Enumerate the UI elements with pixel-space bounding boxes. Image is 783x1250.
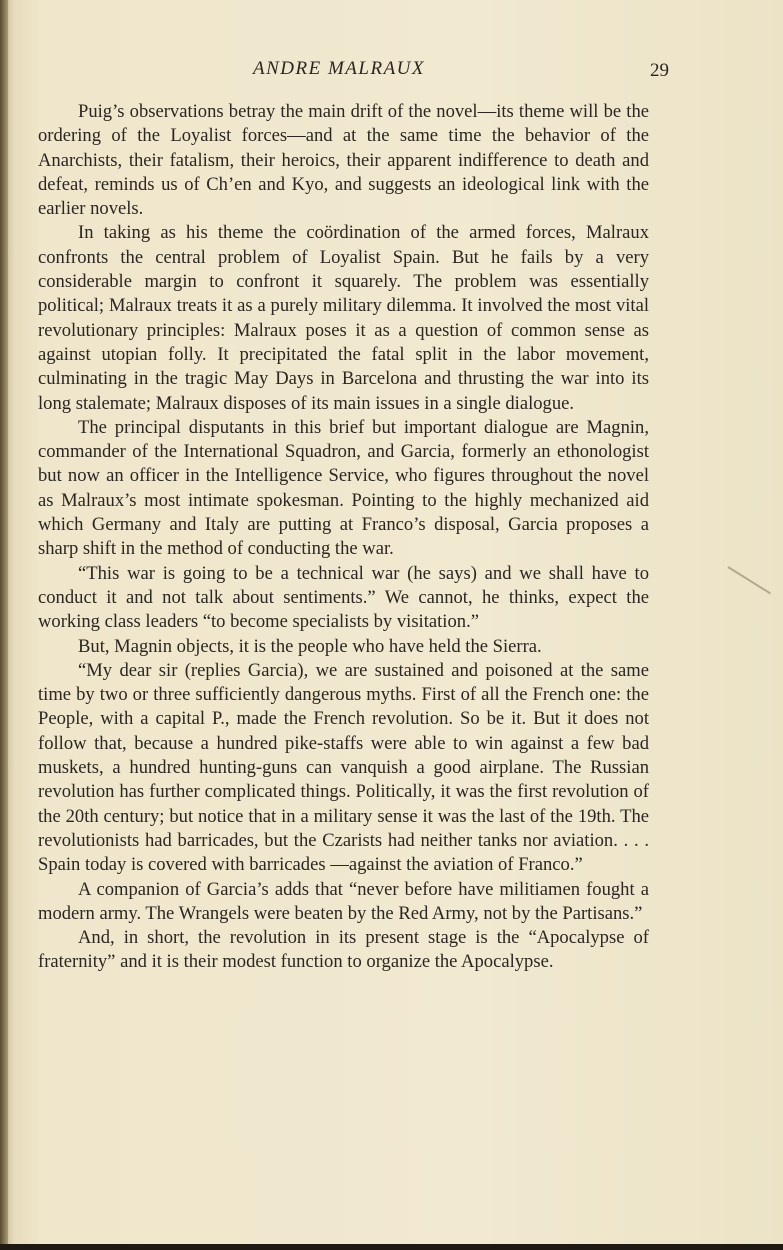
margin-pencil-mark <box>727 566 770 594</box>
paragraph: “My dear sir (replies Garcia), we are sustained and poisoned at the same time by two or three sufficiently dangerous myths. First of all the French one: the People, with a capital P., made the French revolution. So be it. But it does not follow that, because a hundred pike-staffs were able to win against a few bad muskets, a hundred hunting-guns can vanquish a good airplane. The Russian revolution has further complicated things. Politically, it was the first revolution of the 20th century; but notice that in a military sense it was the last of the 19th. The revolutionists had barricades, but the Czarists had neither tanks nor aviation. . . . Spain today is covered with barricades —against the aviation of Franco.” <box>38 659 649 876</box>
body-text <box>38 100 649 975</box>
paragraph: A companion of Garcia’s adds that “never before have militiamen fought a modern army. The Wrangels were beaten by the Red Army, not by the Partisans.” <box>38 878 649 924</box>
paragraph: The principal disputants in this brief but important dialogue are Magnin, commander of the International Squadron, and Garcia, formerly an ethonologist but now an officer in the Intelligence Service, who figures throughout the novel as Malraux’s most intimate spokesman. Pointing to the highly mechanized aid which Germany and Italy are putting at Franco’s disposal, Garcia proposes a sharp shift in the method of conducting the war. <box>38 416 649 560</box>
running-head-title: ANDRE MALRAUX <box>253 58 426 79</box>
paragraph: But, Magnin objects, it is the people who have held the Sierra. <box>78 635 542 657</box>
page-number: 29 <box>650 60 669 81</box>
paragraph: “This war is going to be a technical war (he says) and we shall have to conduct it and not talk about sentiments.” We cannot, he thinks, expect the working class leaders “to become specialists by visitation.” <box>38 562 649 633</box>
paragraph: And, in short, the revolution in its present stage is the “Apocalypse of fraternity” and it is their modest function to organize the Apocalypse. <box>38 927 649 973</box>
running-head <box>60 58 669 88</box>
paragraph: In taking as his theme the coördination of the armed forces, Malraux confronts the central problem of Loyalist Spain. But he fails by a very considerable margin to confront it squarely. The problem was essentially political; Malraux treats it as a purely military dilemma. It involved the most vital revolutionary principles: Malraux poses it as a question of common sense as against utopian folly. It precipitated the fatal split in the labor movement, culminating in the tragic May Days in Barcelona and thrusting the war into its long stalemate; Malraux disposes of its main issues in a single dialogue. <box>38 222 649 414</box>
paragraph: Puig’s observations betray the main drift of the novel—its theme will be the ordering of the Loyalist forces—and at the same time the behavior of the Anarchists, their fatalism, their heroics, their apparent indifference to death and defeat, reminds us of Ch’en and Kyo, and suggests an ideological link with the earlier novels. <box>38 101 649 220</box>
